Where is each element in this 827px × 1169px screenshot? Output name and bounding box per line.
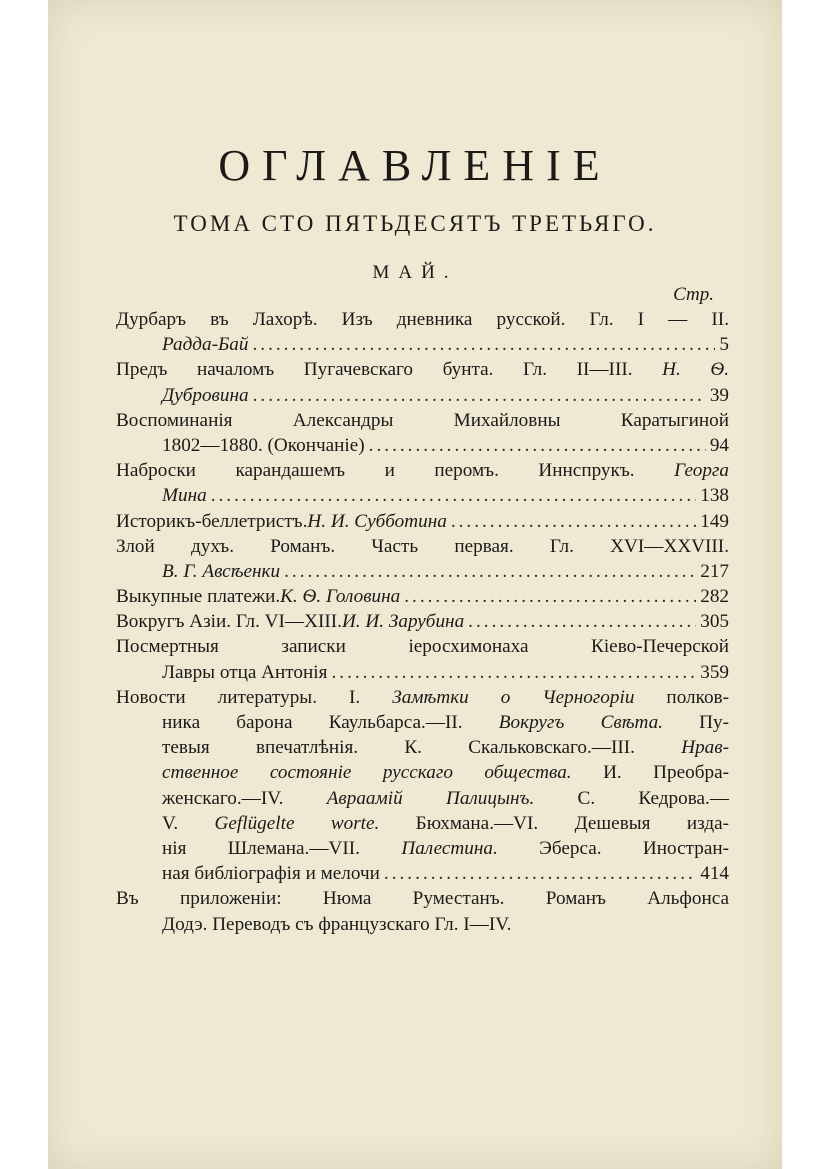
toc-entry-line: ная библіографія и мелочи ..... 414: [116, 861, 729, 886]
toc-entry-line: Дубровина ..... 39: [116, 383, 729, 408]
page-number: 5: [719, 334, 729, 356]
page-number: 414: [700, 863, 729, 885]
page-number: 138: [700, 485, 729, 507]
toc-entry-line: Радда-Бай ..... 5: [116, 332, 729, 357]
toc-entry-line: В. Г. Авсѣенки ..... 217: [116, 559, 729, 584]
toc-entry-line: Въ приложеніи: Нюма Руместанъ. Романъ Альфонса: [116, 888, 729, 910]
toc-entry-line: Лавры отца Антонія ..... 359: [116, 660, 729, 685]
toc-entry-line: Предъ началомъ Пугачевскаго бунта. Гл. II—III. Н. Ѳ.: [116, 359, 729, 381]
toc-entry-line: тевыя впечатлѣнія. К. Скальковскаго.—III. Нрав-: [162, 737, 729, 759]
toc-entry-line: Выкупные платежи. К. Ѳ. Головина ..... 282: [116, 584, 729, 609]
page-number: 39: [709, 384, 729, 406]
toc-entry-line: ника барона Каульбарса.—II. Вокругъ Свѣта. Пу-: [162, 712, 729, 733]
toc-entry-line: V. Geflügelte worte. Бюхмана.—VI. Дешевыя изда-: [162, 812, 729, 834]
toc-entry-line: Наброски карандашемъ и перомъ. Иннспрукъ. Георга: [116, 460, 729, 482]
toc-entry-line: ственное состояніе русскаго общества. И. Преобра-: [162, 762, 729, 784]
page-number: 149: [700, 510, 729, 532]
volume-subtitle: ТОМА СТО ПЯТЬДЕСЯТЪ ТРЕТЬЯГО.: [173, 211, 657, 236]
page-number: 217: [700, 560, 729, 582]
toc-entry-line: нія Шлемана.—VII. Палестина. Эберса. Иностран-: [162, 837, 729, 859]
page-column-header: Стр.: [673, 284, 714, 305]
book-page: [48, 0, 782, 1169]
page-number: 359: [700, 661, 729, 683]
toc-entry-line: Историкъ-беллетристъ. Н. И. Субботина ..... 149: [116, 509, 729, 534]
table-of-contents: [116, 307, 729, 937]
toc-entry-line: Посмертныя записки іеросхимонаха Кіево-Печерской: [116, 636, 729, 658]
toc-entry-line: 1802—1880. (Окончаніе) ..... 94: [116, 433, 729, 458]
toc-entry-line: Новости литературы. I. Замѣтки о Черногоріи полков-: [116, 686, 729, 708]
toc-entry-line: Дурбаръ въ Лахорѣ. Изъ дневника русской. Гл. I — II.: [116, 309, 729, 330]
toc-entry-line: Вокругъ Азіи. Гл. VI—XIII. И. И. Зарубина ..... 305: [116, 609, 729, 634]
toc-entry-line: Злой духъ. Романъ. Часть первая. Гл. XVI—XXVIII.: [116, 535, 729, 557]
page-title: ОГЛАВЛЕНІЕ: [218, 141, 612, 190]
page-number: 305: [700, 611, 729, 633]
toc-entry-line: Воспоминанія Александры Михайловны Каратыгиной: [116, 409, 729, 431]
page-number: 94: [709, 434, 729, 456]
page-number: 282: [700, 586, 729, 608]
toc-entry-line: Мина ..... 138: [116, 483, 729, 508]
toc-entry-line: женскаго.—IV. Авраамій Палицынъ. С. Кедрова.—: [162, 787, 729, 809]
toc-entry-line: Додэ. Переводъ съ французскаго Гл. I—IV.: [162, 913, 512, 935]
month-heading: МАЙ.: [372, 262, 458, 283]
